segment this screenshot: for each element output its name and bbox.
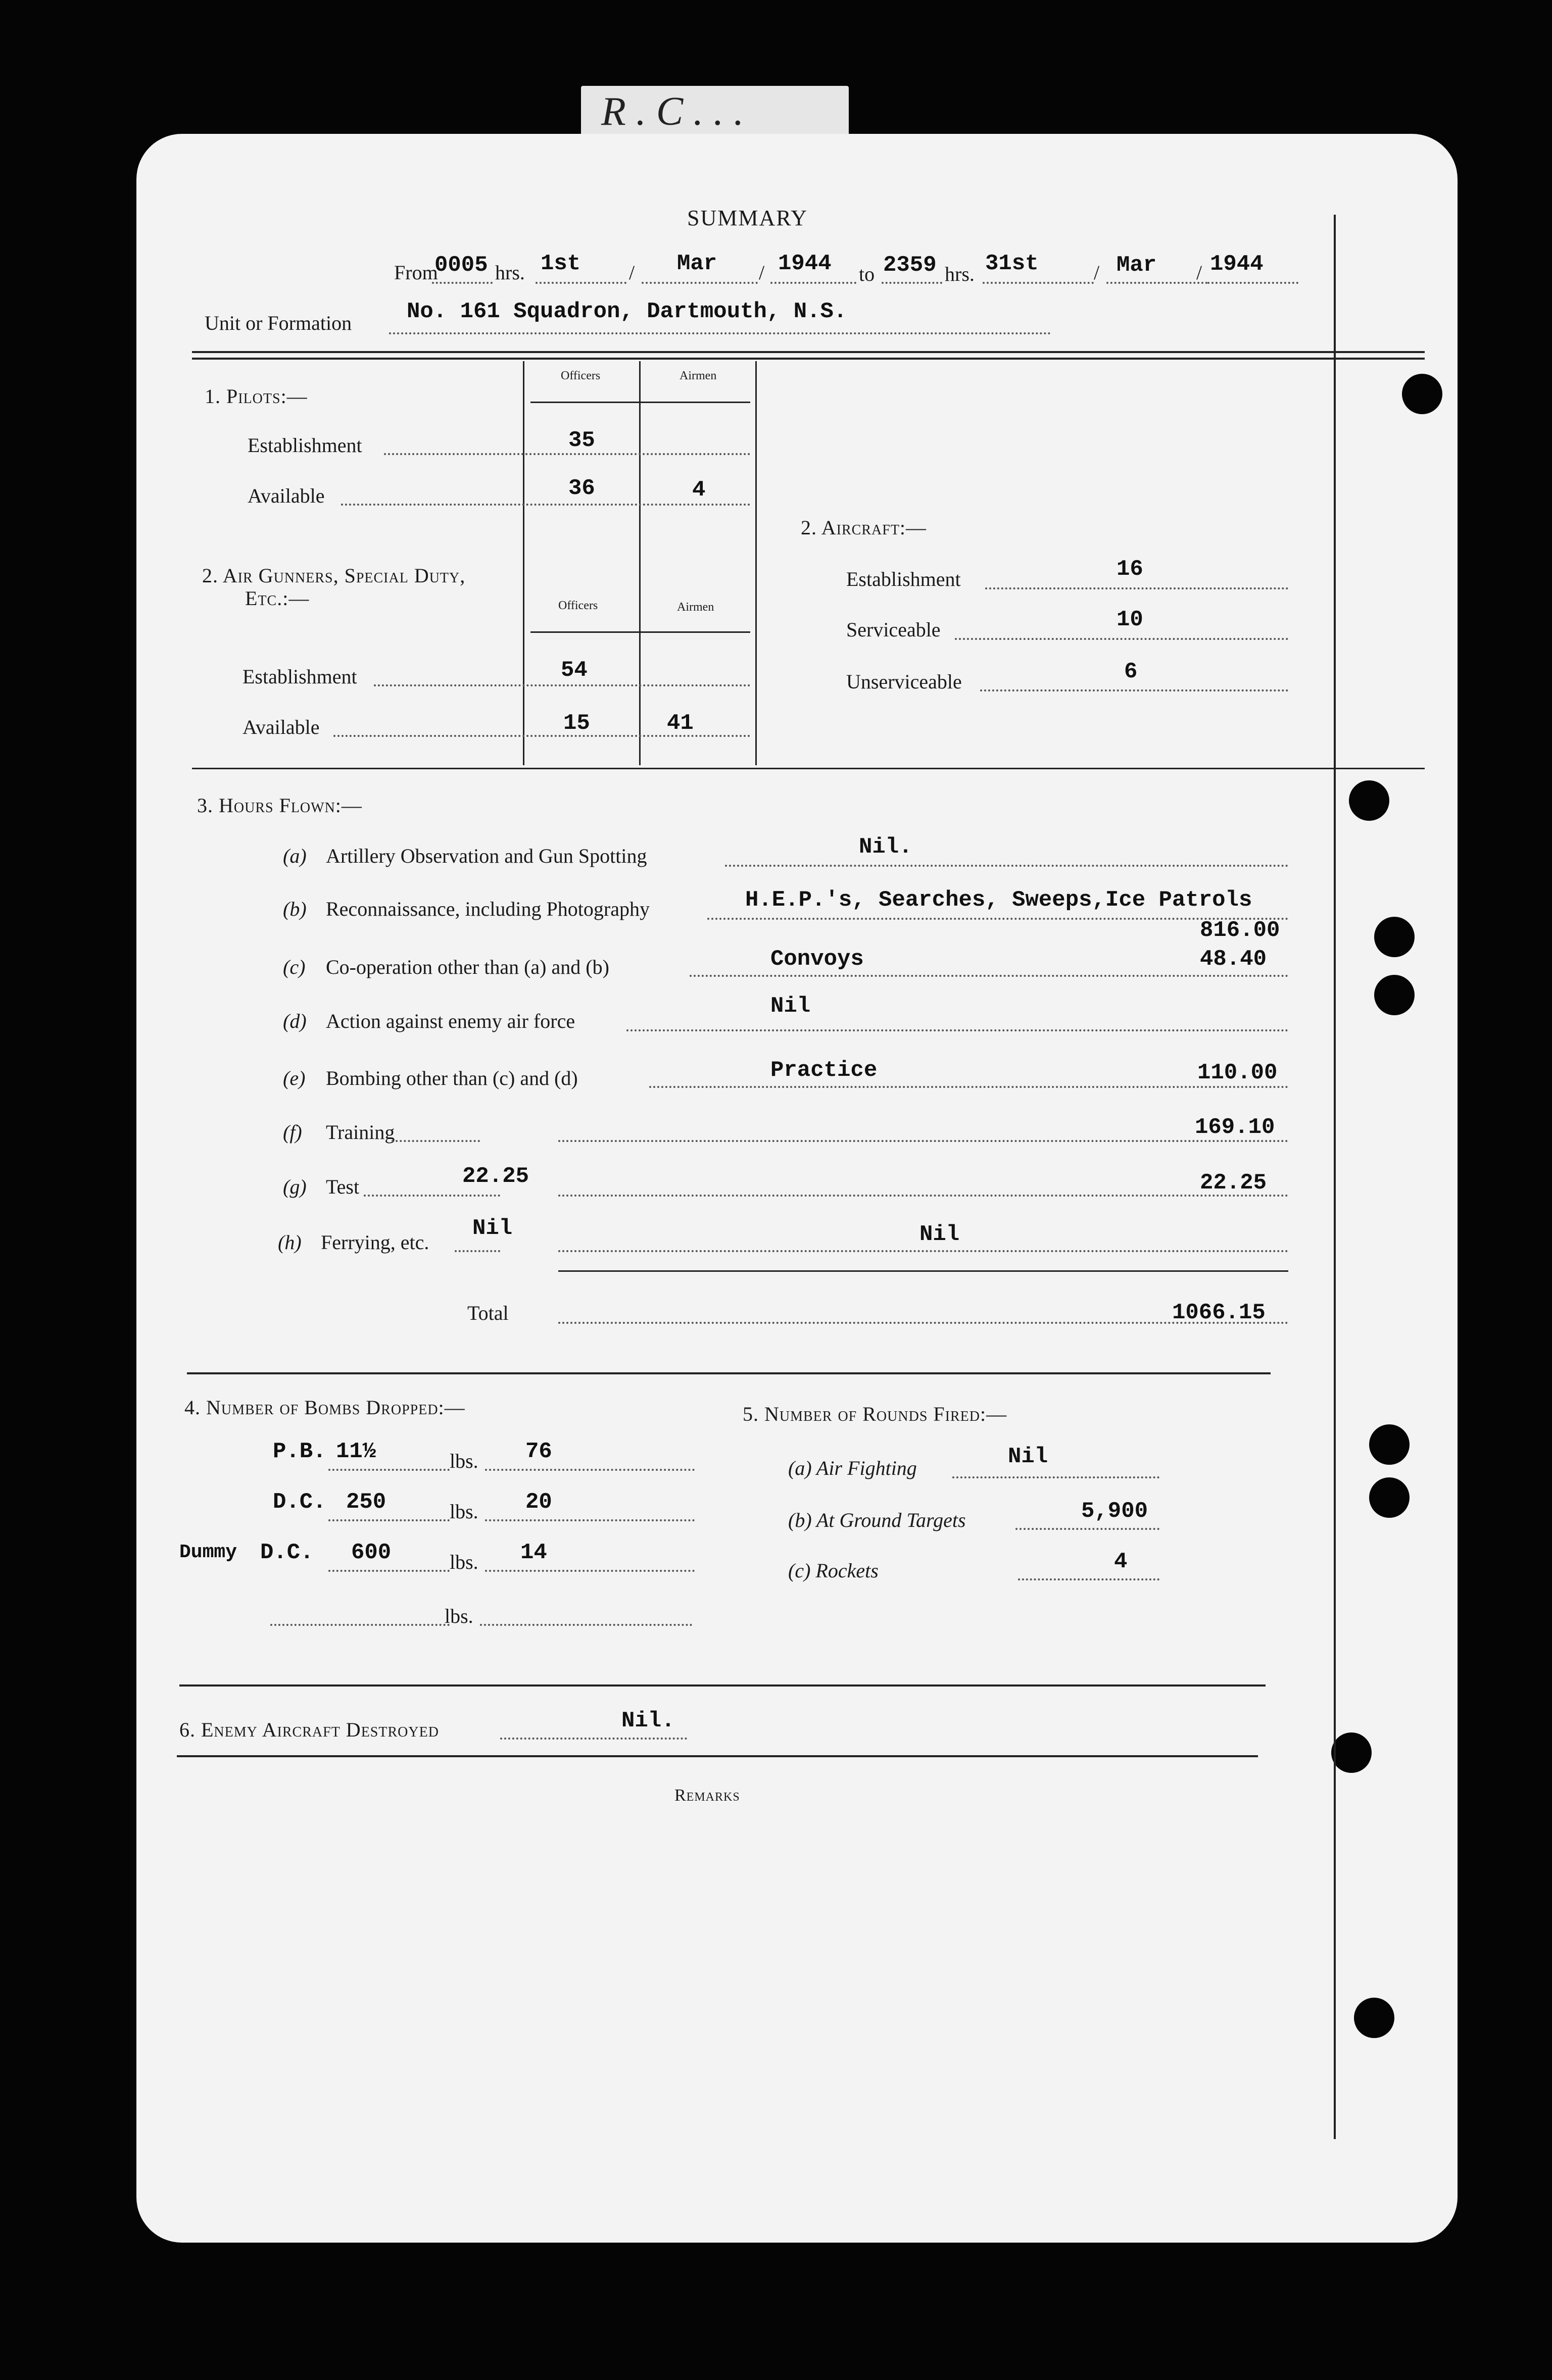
form-title: SUMMARY bbox=[687, 206, 808, 230]
bombs-row1-type: P.B. bbox=[273, 1439, 326, 1464]
from-month-dots bbox=[642, 282, 758, 284]
gunners-available-officers: 15 bbox=[563, 711, 590, 736]
gunners-establishment-dots bbox=[374, 684, 750, 686]
pilots-establishment-label: Establishment bbox=[248, 434, 362, 457]
punch-hole-7 bbox=[1331, 1732, 1372, 1773]
hours-d-note: Nil bbox=[770, 994, 811, 1019]
hours-a-dots bbox=[725, 865, 1288, 867]
hours-g-dots-2 bbox=[558, 1195, 1288, 1197]
punch-hole-1 bbox=[1402, 374, 1442, 414]
hours-c-letter: (c) bbox=[283, 956, 306, 978]
to-label: to bbox=[859, 263, 875, 285]
hours-a-note: Nil. bbox=[859, 834, 912, 860]
hours-c-dots bbox=[690, 975, 1288, 977]
hours-h-letter: (h) bbox=[278, 1231, 302, 1254]
table-col-right bbox=[755, 361, 757, 765]
bombs-row1-lbs: lbs. bbox=[450, 1450, 478, 1472]
right-margin-rule bbox=[1334, 215, 1336, 2139]
gunners-available-label: Available bbox=[243, 716, 320, 738]
hours-c-value: 48.40 bbox=[1200, 947, 1267, 972]
bombs-row2-weight-dots bbox=[328, 1519, 450, 1521]
to-month: Mar bbox=[1117, 253, 1157, 278]
hours-a-letter: (a) bbox=[283, 845, 307, 867]
rounds-rockets-value: 4 bbox=[1114, 1549, 1128, 1574]
punch-hole-2 bbox=[1349, 780, 1389, 821]
hours-h-note2: Nil bbox=[919, 1222, 960, 1247]
gunners-col-airmen: Airmen bbox=[677, 601, 714, 614]
to-month-dots bbox=[1106, 282, 1207, 284]
to-hrs-label: hrs. bbox=[945, 263, 975, 285]
bombs-row3-type: D.C. bbox=[260, 1540, 314, 1565]
hours-a-label: Artillery Observation and Gun Spotting bbox=[326, 845, 647, 867]
to-slash-1: / bbox=[1094, 261, 1100, 284]
hours-b-letter: (b) bbox=[283, 898, 307, 920]
enemy-dots bbox=[500, 1738, 687, 1740]
bombs-row1-weight-dots bbox=[328, 1469, 450, 1471]
from-time-dots bbox=[432, 282, 493, 284]
hours-h-label: Ferrying, etc. bbox=[321, 1231, 429, 1254]
hours-d-dots bbox=[626, 1029, 1288, 1031]
unit-label: Unit or Formation bbox=[205, 312, 352, 334]
from-day-dots bbox=[536, 282, 626, 284]
unit-dots bbox=[389, 332, 1051, 334]
from-slash-2: / bbox=[759, 261, 765, 284]
bombs-row3-weight: 600 bbox=[351, 1540, 392, 1565]
to-day-dots bbox=[983, 282, 1094, 284]
to-time-dots bbox=[882, 282, 942, 284]
hours-h-note: Nil bbox=[472, 1216, 513, 1241]
rounds-rockets-dots bbox=[1018, 1578, 1159, 1580]
hours-flown-heading: 3. Hours Flown:— bbox=[197, 794, 362, 817]
hours-h-dots-2 bbox=[558, 1250, 1288, 1252]
tab-text: R . C . . . bbox=[601, 89, 744, 134]
aircraft-unserviceable-label: Unserviceable bbox=[846, 670, 962, 693]
table-col-mid bbox=[639, 361, 641, 765]
hours-g-dots bbox=[364, 1195, 500, 1197]
pilots-available-label: Available bbox=[248, 484, 325, 507]
total-label: Total bbox=[467, 1302, 509, 1324]
hours-c-label: Co-operation other than (a) and (b) bbox=[326, 956, 609, 978]
aircraft-unserviceable: 6 bbox=[1124, 659, 1138, 684]
from-label: From bbox=[394, 261, 438, 284]
hours-g-value: 22.25 bbox=[1200, 1170, 1267, 1196]
from-day: 1st bbox=[541, 251, 581, 276]
from-hrs-label: hrs. bbox=[495, 261, 525, 284]
bombs-row1-count: 76 bbox=[525, 1439, 552, 1464]
bombs-row3-count: 14 bbox=[520, 1540, 547, 1565]
bombs-row4-weight-dots bbox=[270, 1624, 450, 1626]
rounds-ground-targets-label: (b) At Ground Targets bbox=[788, 1509, 966, 1531]
from-year-dots bbox=[770, 282, 856, 284]
enemy-label: 6. Enemy Aircraft Destroyed bbox=[179, 1718, 439, 1741]
unit-value: No. 161 Squadron, Dartmouth, N.S. bbox=[407, 299, 847, 324]
pilots-col-airmen: Airmen bbox=[680, 369, 717, 382]
aircraft-serviceable-label: Serviceable bbox=[846, 618, 941, 641]
hours-f-label: Training bbox=[326, 1121, 395, 1144]
to-slash-2: / bbox=[1196, 261, 1202, 284]
section-rule-4 bbox=[177, 1755, 1258, 1757]
pilots-available-airmen: 4 bbox=[692, 477, 706, 503]
section-rule-3 bbox=[179, 1684, 1266, 1687]
pilots-heading: 1. Pilots:— bbox=[205, 385, 308, 408]
total-rule bbox=[558, 1270, 1288, 1272]
hours-d-label: Action against enemy air force bbox=[326, 1010, 575, 1032]
to-year-dots bbox=[1207, 282, 1298, 284]
bombs-row1-count-dots bbox=[485, 1469, 695, 1471]
to-year: 1944 bbox=[1210, 252, 1264, 277]
air-gunners-heading-1: 2. Air Gunners, Special Duty, bbox=[202, 564, 466, 587]
pilots-available-dots bbox=[341, 504, 750, 506]
pilots-available-officers: 36 bbox=[568, 476, 595, 501]
hours-b-value: 816.00 bbox=[1200, 918, 1280, 943]
aircraft-unserviceable-dots bbox=[980, 689, 1288, 691]
remarks-label: Remarks bbox=[674, 1786, 740, 1805]
from-year: 1944 bbox=[778, 251, 832, 276]
hours-c-note: Convoys bbox=[770, 947, 864, 972]
hours-e-note: Practice bbox=[770, 1058, 878, 1083]
from-slash-1: / bbox=[629, 261, 635, 284]
total-value: 1066.15 bbox=[1172, 1300, 1266, 1325]
hours-e-dots bbox=[649, 1086, 1288, 1088]
bombs-row2-count-dots bbox=[485, 1519, 695, 1521]
gunners-establishment-label: Establishment bbox=[243, 665, 357, 688]
from-month: Mar bbox=[677, 251, 717, 276]
punch-hole-5 bbox=[1369, 1424, 1410, 1465]
table-col-left bbox=[523, 361, 524, 765]
hours-g-note: 22.25 bbox=[462, 1164, 529, 1189]
bombs-row4-count-dots bbox=[480, 1624, 692, 1626]
section-rule-2 bbox=[187, 1372, 1271, 1374]
gunners-col-officers: Officers bbox=[558, 599, 598, 612]
rounds-rockets-label: (c) Rockets bbox=[788, 1559, 879, 1582]
bombs-row3-count-dots bbox=[485, 1570, 695, 1572]
pilots-col-officers: Officers bbox=[561, 369, 601, 382]
hours-f-dots-2 bbox=[558, 1140, 1288, 1142]
hours-g-letter: (g) bbox=[283, 1175, 307, 1198]
rounds-air-fighting-label: (a) Air Fighting bbox=[788, 1457, 917, 1479]
punch-hole-8 bbox=[1354, 1998, 1394, 2038]
aircraft-establishment-label: Establishment bbox=[846, 568, 961, 590]
gunners-header-rule bbox=[530, 631, 750, 633]
hours-g-label: Test bbox=[326, 1175, 360, 1198]
hours-f-dots bbox=[392, 1140, 480, 1142]
punch-hole-6 bbox=[1369, 1477, 1410, 1518]
section-rule-1 bbox=[192, 768, 1425, 769]
to-day: 31st bbox=[985, 251, 1039, 276]
hours-b-note: H.E.P.'s, Searches, Sweeps,Ice Patrols bbox=[745, 887, 1252, 913]
hours-f-value: 169.10 bbox=[1195, 1115, 1275, 1140]
aircraft-establishment: 16 bbox=[1117, 557, 1143, 582]
hours-f-letter: (f) bbox=[283, 1121, 302, 1144]
rounds-ground-targets-value: 5,900 bbox=[1081, 1499, 1148, 1524]
rounds-ground-targets-dots bbox=[1015, 1528, 1159, 1530]
enemy-value: Nil. bbox=[621, 1708, 675, 1733]
bombs-heading: 4. Number of Bombs Dropped:— bbox=[184, 1396, 465, 1419]
hours-e-label: Bombing other than (c) and (d) bbox=[326, 1067, 578, 1089]
bombs-row3-prefix: Dummy bbox=[179, 1542, 237, 1563]
bombs-row2-weight: 250 bbox=[346, 1490, 386, 1515]
bombs-row2-type: D.C. bbox=[273, 1490, 326, 1515]
bombs-row2-count: 20 bbox=[525, 1490, 552, 1515]
aircraft-serviceable: 10 bbox=[1117, 607, 1143, 632]
bombs-row3-weight-dots bbox=[328, 1570, 450, 1572]
bombs-row2-lbs: lbs. bbox=[450, 1500, 478, 1523]
header-rule-1 bbox=[192, 351, 1425, 353]
folder-tab bbox=[581, 86, 849, 141]
bombs-row4-lbs: lbs. bbox=[445, 1605, 473, 1627]
hours-h-dots bbox=[455, 1250, 500, 1252]
hours-e-value: 110.00 bbox=[1197, 1060, 1278, 1085]
rounds-heading: 5. Number of Rounds Fired:— bbox=[743, 1403, 1007, 1425]
bombs-row3-lbs: lbs. bbox=[450, 1551, 478, 1573]
pilots-header-rule bbox=[530, 402, 750, 403]
aircraft-serviceable-dots bbox=[955, 638, 1288, 640]
rounds-air-fighting-dots bbox=[952, 1476, 1159, 1478]
summary-form-sheet bbox=[136, 134, 1458, 2243]
aircraft-heading: 2. Aircraft:— bbox=[801, 516, 927, 539]
bombs-row1-weight: 11½ bbox=[336, 1439, 376, 1464]
punch-hole-4 bbox=[1374, 975, 1415, 1015]
header-rule-2 bbox=[192, 358, 1425, 360]
hours-d-letter: (d) bbox=[283, 1010, 307, 1032]
pilots-establishment-officers: 35 bbox=[568, 428, 595, 453]
gunners-establishment-officers: 54 bbox=[561, 658, 588, 683]
gunners-available-airmen: 41 bbox=[667, 711, 694, 736]
hours-b-label: Reconnaissance, including Photography bbox=[326, 898, 650, 920]
aircraft-establishment-dots bbox=[985, 587, 1288, 589]
from-time: 0005 bbox=[434, 253, 488, 278]
to-time: 2359 bbox=[883, 253, 937, 278]
punch-hole-3 bbox=[1374, 917, 1415, 957]
rounds-air-fighting-value: Nil bbox=[1008, 1444, 1048, 1469]
pilots-establishment-dots bbox=[384, 453, 750, 455]
air-gunners-heading-2: Etc.:— bbox=[245, 587, 310, 610]
hours-e-letter: (e) bbox=[283, 1067, 306, 1089]
